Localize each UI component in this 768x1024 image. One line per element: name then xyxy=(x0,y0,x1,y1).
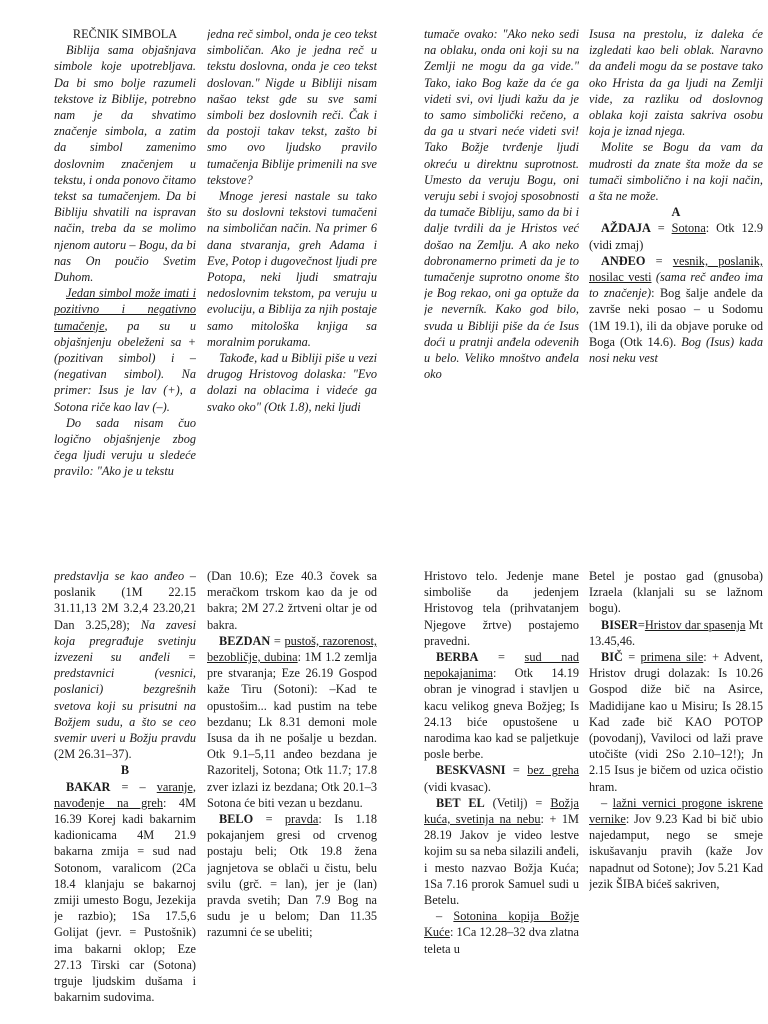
text: = xyxy=(622,650,641,665)
text: Mt 13.45,46. xyxy=(589,617,763,648)
text: (2M 26.31–37). xyxy=(54,747,132,762)
text: : + 1M 28.19 Jakov je video lestve kojim su sa neba silazili anđeli, i mesto nazvao Božja Kuća; 1Sa 7.16 prorok Samuel sudi u Betelu. xyxy=(424,812,579,908)
text: , pa su u objašnjenju obeleženi sa + (pozitivan simbol) i – (negativan simbol). Na primer: Isus je lav (+), a Sotona riče kao lav (–). xyxy=(54,318,196,414)
paragraph: Mnoge jeresi nastale su tako što su doslovni tekstovi tumačeni na simboličan način. Na primer 6 dana stvaranja, greh Adama i Eve, Potop i dugovečnost ljudi pre Potopa, neki ljudi smatraju nedoslovnim tekstom, pa veruju u evoluciju, a Biblija za njih postaje samo mitološka knjiga sa moralnim porukama. xyxy=(207,189,377,349)
entry-term: BIČ xyxy=(601,650,623,665)
paragraph: (Dan 10.6); Eze 40.3 čovek sa meračkom trskom kao da je od bakra; 2M 27.2 žrtveni oltar je od bakra. xyxy=(207,569,377,632)
underlined-text: sud nad nepokajanima xyxy=(424,650,579,681)
top-column-3 xyxy=(424,26,579,514)
text: predstavlja se kao anđeo – xyxy=(54,569,196,583)
underlined-text: primena sile xyxy=(640,650,704,665)
entry-term: AŽDAJA xyxy=(601,221,651,236)
entry-belo xyxy=(207,811,377,941)
text: : Otk 14.19 obran je vinograd i stavljen u kacu velikog gneva Božjeg; Is 24.13 biće opustošene u narodima kao kad se paljetkuje posle berbe. xyxy=(424,666,579,762)
entry-beskvasni xyxy=(424,762,579,794)
entry-term: BESKVASNI xyxy=(436,763,506,778)
text: Bog (Isus) kada nosi neku vest xyxy=(589,334,763,366)
text: Na zavesi koja pregrađuje svetinju izvezeni su anđeli = predstavnici (vesnici, poslanici) bezgrešnih svetova koji su prisutni na Božjem sudu, a što se ceo svemir uveri u Božju pravdu xyxy=(54,617,196,746)
text: – xyxy=(601,795,613,810)
text: (sama reč anđeo ima to značenje) xyxy=(589,270,763,301)
underlined-text: varanje, navođenje na greh xyxy=(54,779,196,810)
bottom-column-4 xyxy=(589,568,763,1024)
text: : + Advent, Hristov drugi dolazak: Is 10.26 Gospod diže bič na Asirce, Madidijane kao u Misiru; Is 28.15 Kad zađe bič KAO POTOP (povodanj), Vaviloci od laži prave utočište (vidi 2So 2.10–12!); Jn 2.15 Isus je bičem od uzica očistio hram. xyxy=(589,650,763,794)
entry-term: BET EL xyxy=(436,795,485,810)
entry-azdaja xyxy=(589,220,763,252)
paragraph: tumače ovako: "Ako neko sedi na oblaku, onda oni koji su na Zemlji ne mogu da ga vide." Tako, iako Bog kaže da će ga videti svi, ovi ljudi kažu da je to samo simbolički rečeno, a da ga u stvari neće videti svi! Tako Božje tvrđenje ljudi okreću u direktnu suprotnost. Umesto da veruju Bogu, oni veruju sebi i svojoj sposobnosti da tumače Bibliju, samo da bi i dalje tvrdili da je Hristos već došao na Zemlju. A ako neko dobronamerno primeti da je to tumačenje suprotno onome što je Bog rekao, oni ga optuže da je neverník. Kako god bilo, svuda u Bibliji piše da će Isus doći u pratnji anđela odevenih u belo. Veliko mnoštvo anđela oko xyxy=(424,27,579,382)
entry-bet-el xyxy=(424,795,579,908)
entry-term: BEZDAN xyxy=(219,633,271,648)
entry-bezdan xyxy=(207,633,377,811)
entry-bakar xyxy=(54,779,196,1006)
paragraph: Biblija sama objašnjava simbole koje upotrebljava. Da bi smo bolje razumeli tekstove iz Biblije, potrebno nam je da shvatimo značenje simbola, a zatim da simbol zamenimo doslovnim značenjem u tekstu, i onda ponovo čitamo tekst sa tumačenjem. Da bi Bibliju shvatili na ispravan način, treba da se molimo njenom autoru – Bogu, da bi nas On poučio Svetim Duhom. xyxy=(54,43,196,285)
underlined-text: Hristov dar spasenja xyxy=(644,617,746,632)
text: = – xyxy=(110,779,157,794)
text: (vidi kvasac). xyxy=(424,779,491,794)
text: = xyxy=(637,617,645,632)
text: : Jov 9.23 Kad bi bič ubio najedamput, nego se smeje iskušavanju pravih (kaže Jov napadnut od Sotone); Jov 5.21 Kad jezik ŠIBA bićeš sakriven, xyxy=(589,812,763,891)
text: = xyxy=(478,650,525,665)
entry-term: BELO xyxy=(219,812,254,827)
bottom-column-2 xyxy=(207,568,377,1024)
underlined-text: bez greha xyxy=(527,763,579,778)
paragraph: Do sada nisam čuo logično objašnjenje zbog čega ljudi veruju u sledeće pravilo: "Ako je u tekstu xyxy=(54,415,196,479)
paragraph: Takođe, kad u Bibliji piše u vezi drugog Hristovog dolaska: "Evo dolazi na oblacima i videće ga svako oko" (Otk 1.8), neki ljudi xyxy=(207,351,377,414)
top-column-1 xyxy=(54,26,196,514)
entry-term: ANĐEO xyxy=(601,253,646,268)
text: = xyxy=(505,763,528,778)
text: : 1M 1.2 zemlja pre stvaranja; Eze 26.19 Gospod kaže Tiru (Sotoni): –Kad te opustošim... kad pustim na tebe bezdanu; Lk 8.31 demoni mole Isusa da ih ne pošalje u bezdan. Otk 9.1–5,11 anđeo bezdana je Razoritelj, Sotona; Otk 11.7; 17.8 zver izlazi iz bezdana; Otk 20.1–3 Sotona će biti vezan u bezdanu. xyxy=(207,650,377,810)
paragraph: jedna reč simbol, onda je ceo tekst simboličan. Ako je jedna reč u tekstu doslovna, onda je ceo tekst doslovan." Nigde u Bibliji nisam našao tekst gde su sve sami simboli bez doslovnih reči. Čak i da postoji takav tekst, zašto bi smo ovo ljudsko pravilo tumačenja Biblije primenili na sve tekstove? xyxy=(207,27,377,187)
underlined-text: Sotonina kopija Božje Kuće xyxy=(424,909,579,940)
bottom-column-1 xyxy=(54,568,196,1024)
underlined-text: Božja kuća, svetinja na nebu xyxy=(424,795,579,827)
bottom-column-3 xyxy=(424,568,579,1024)
entry-term: BERBA xyxy=(436,650,479,665)
entry-bet-el-negative xyxy=(424,908,579,957)
section-letter-a: A xyxy=(671,205,681,220)
text: poslanik (1M 22.15 31.11,13 2M 3.2,4 23.20,21 Dan 3.25,28); xyxy=(54,585,196,632)
paragraph: Isusa na prestolu, iz daleka će izgledati kao beli oblak. Naravno da anđeli mogu da se postave tako oko Hrista da ga ljudi na Zemlji vide, za razliku od doslovnog oblaka koji zaista sakriva osobu koja je iznad njega. xyxy=(589,27,763,139)
text: : 1Ca 12.28–32 dva zlatna teleta u xyxy=(424,925,579,956)
paragraph: Hristovo telo. Jedenje mane simboliše da jedenjem Hristovog tela (prihvatanjem Njegove žrtve) postajemo pravedni. xyxy=(424,569,579,648)
text: : 4M 16.39 Korej kadi bakarnim kadionicama 4M 21.9 bakarna zmija = sud nad Sotonom, varalicom (2Ca 18.4 klanjaju se bakarnoj zmiji umesto Bogu, Jezekija je razbio); 1Sa 17.5,6 Golijat (jevr. = Pustošnik) ima bakarni oklop; Eze 27.13 Tirski car (Sotona) trguje ljudskim dušama i bakarnim sudovima. xyxy=(54,795,196,1005)
underlined-text: pravda xyxy=(284,812,319,827)
paragraph xyxy=(54,568,196,762)
entry-bic xyxy=(589,649,763,795)
text: : Otk 12.9 (vidi zmaj) xyxy=(589,221,763,252)
entry-berba xyxy=(424,649,579,762)
paragraph: Betel je postao gad (gnusoba) Izraela (klanjali su se lažnom bogu). xyxy=(589,569,763,616)
section-letter-b: B xyxy=(120,763,130,778)
paragraph xyxy=(54,285,196,415)
top-column-4 xyxy=(589,26,763,514)
text: : Is 1.18 pokajanjem gresi od crvenog postaju beli; Otk 19.8 žena jagnjetova se oblači u čistu, belu svilu (grč. = lan), jer je (lan) pravda svetih; Dan 7.9 Bog na sudu je u belom; Dan 11.35 razumni će se ubeliti; xyxy=(207,812,377,940)
text: = xyxy=(253,812,285,827)
entry-bic-negative xyxy=(589,795,763,892)
underlined-text: lažni vernici progone iskrene vernike xyxy=(589,795,763,827)
underlined-text: Sotona xyxy=(671,221,706,236)
entry-biser xyxy=(589,617,763,649)
underlined-text: Jedan simbol može imati i pozitivno i negativno tumačenje xyxy=(54,286,196,333)
paragraph: Molite se Bogu da vam da mudrosti da znate šta može da se tumači simbolično i na koji način, a šta ne može. xyxy=(589,140,763,204)
entry-term: BISER xyxy=(601,617,638,632)
top-column-2 xyxy=(207,26,377,514)
entry-andjeo xyxy=(589,253,763,366)
text: : Bog šalje anđele da završe neki posao – u Sodomu (1M 19.1), ili da objave poruke od Boga (Otk 14.6). xyxy=(589,286,763,349)
page-title: REČNIK SIMBOLA xyxy=(72,27,178,41)
text: (Vetilj) = xyxy=(484,795,551,810)
underlined-text: pustoš, razorenost, bezobličje, dubina xyxy=(207,633,377,665)
text: – xyxy=(436,909,454,924)
entry-term: BAKAR xyxy=(66,779,111,794)
underlined-text: vesnik, poslanik, nosilac vesti xyxy=(589,253,763,285)
text: = xyxy=(650,221,672,236)
text: = xyxy=(645,253,673,268)
text: = xyxy=(270,633,285,648)
